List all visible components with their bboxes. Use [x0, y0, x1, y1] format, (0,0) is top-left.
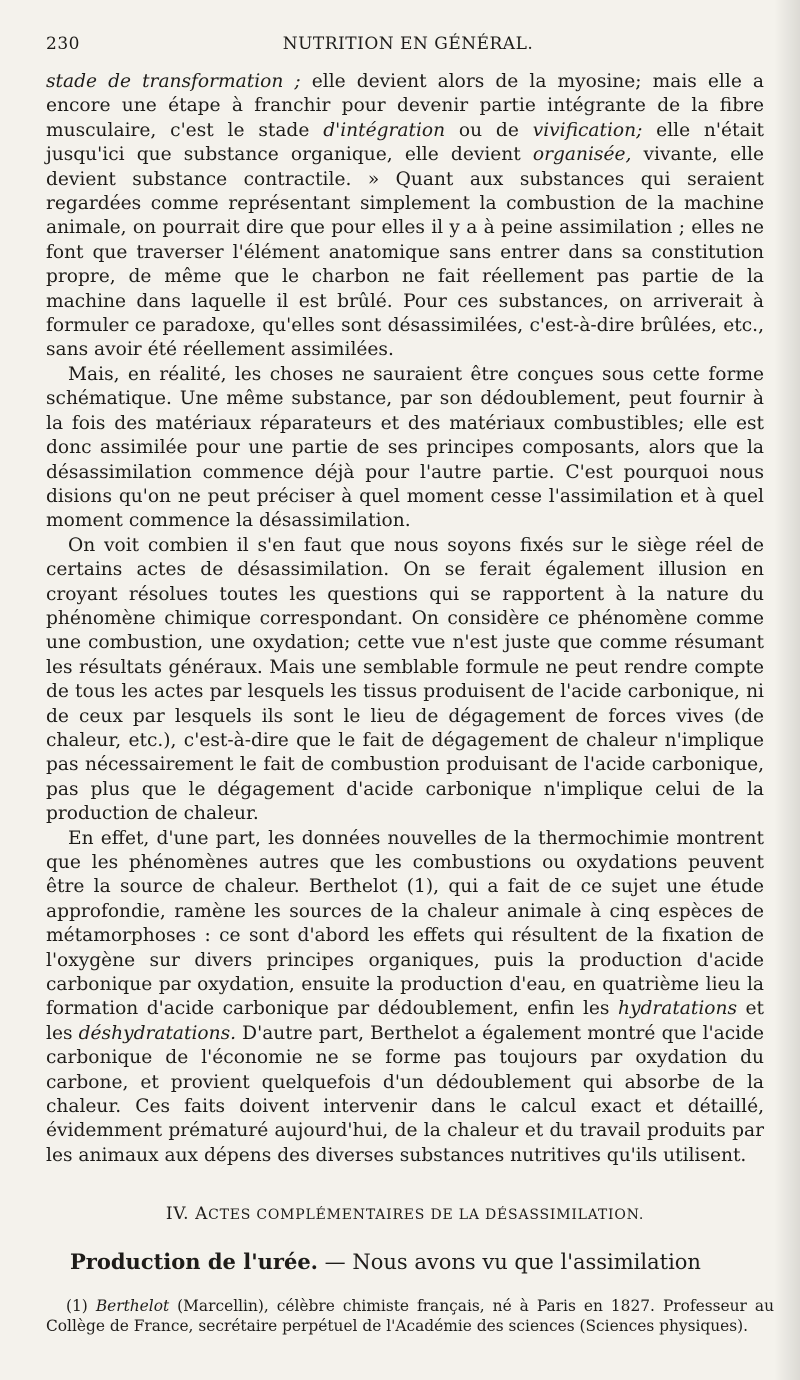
paragraph-text: On voit combien il s'en faut que nous soyons fixés sur le siège réel de certains actes de désassimilation. On se ferait également illusion en croyant résolues toutes les questions qui se rapportent à la nature du phénomène chimique correspondant. On considère ce phénomène comme une combustion, une oxydation; cette vue n'est juste que comme résumant les résultats généraux. Mais une semblable formule ne peut rendre compte de tous les actes par lesquels les tissus produisent de l'acide carbonique, ni de ceux par lesquels ils sont le lieu de dégagement de forces vives (de chaleur, etc.), c'est-à-dire que le fait de dégagement de chaleur n'implique pas nécessairement le fait de combustion produisant de l'acide carbonique, pas plus que le dégagement d'acide carbonique n'implique celui de la production de chaleur. [46, 534, 764, 825]
subsection-start [70, 1248, 770, 1276]
body-text [46, 70, 764, 1168]
paragraph-text: elle devient alors de la myosine; mais elle a encore une étape à franchir pour devenir partie intégrante de la fibre musculaire, c'est le stade [46, 71, 764, 141]
paragraph-text: et les [46, 998, 764, 1044]
subsection-text: — Nous avons vu que l'assimilation [318, 1250, 701, 1274]
italic-text: stade de transformation ; [46, 71, 301, 92]
paragraph [46, 70, 764, 363]
subsection-title: Production de l'urée. [70, 1249, 318, 1274]
footnote-marker: (1) [66, 1297, 88, 1315]
paragraph-text: Mais, en réalité, les choses ne sauraient être conçues sous cette forme schématique. Une même substance, par son dédoublement, peut fournir à la fois des matériaux réparateurs et des matériaux combustibles; elle est donc assimilée pour une partie de ses principes composants, alors que la désassimilation commence déjà pour l'autre partie. C'est pourquoi nous disions qu'on ne peut préciser à quel moment cesse l'assimilation et à quel moment commence la désassimilation. [46, 363, 764, 532]
page-edge-shadow [774, 0, 800, 1380]
italic-text: d'intégration [323, 119, 446, 141]
footnote-text [46, 1296, 774, 1336]
section-title-rest: CTES COMPLÉMENTAIRES DE LA DÉSASSIMILATION. [208, 1207, 645, 1223]
footnote-name: Berthelot [95, 1297, 170, 1315]
section-title-initial: A [195, 1204, 209, 1224]
page-number: 230 [46, 34, 80, 54]
section-number: IV. [165, 1204, 190, 1224]
paragraph-text: En effet, d'une part, les données nouvelles de la thermochimie montrent que les phénomènes autres que les combustions ou oxydations peuvent être la source de chaleur. Berthelot (1), qui a fait de ce sujet une étude approfondie, ramène les sources de la chaleur animale à cinq espèces de métamorphoses : ce sont d'abord les effets qui résultent de la fixation de l'oxygène sur divers principes organiques, puis la production d'acide carbonique par oxydation, ensuite la production d'eau, en quatrième lieu la formation d'acide carbonique par dédoublement, enfin les [46, 827, 764, 1020]
running-head: NUTRITION EN GÉNÉRAL. [282, 34, 534, 54]
paragraph-text: vivante, elle devient substance contractile. » Quant aux substances qui seraient regardées comme représentant simplement la combustion de la machine animale, on pourrait dire que pour elles il y a à peine assimilation ; elles ne font que traverser l'élément anatomique sans entrer dans sa constitution propre, de même que le charbon ne fait réellement pas partie de la machine dans laquelle il est brûlé. Pour ces substances, on arriverait à formuler ce paradoxe, qu'elles sont désassimilées, c'est-à-dire brûlées, etc., sans avoir été réellement assimilées. [46, 144, 765, 361]
paragraph [46, 363, 764, 534]
page-header [46, 34, 770, 60]
footnote-body: (Marcellin), célèbre chimiste français, né à Paris en 1827. Professeur au Collège de France, secrétaire perpétuel de l'Académie des sciences (Sciences physiques). [46, 1297, 774, 1335]
italic-text: organisée, [532, 144, 632, 166]
section-heading [46, 1204, 764, 1224]
footnote [46, 1296, 774, 1336]
paragraph [46, 827, 764, 1169]
paragraph [46, 534, 764, 827]
paragraph-text: ou de [445, 119, 533, 141]
italic-text: vivification; [532, 119, 643, 141]
italic-text: déshydratations. [78, 1022, 237, 1044]
italic-text: hydratations [617, 998, 738, 1020]
section-title [195, 1204, 644, 1224]
paragraph-text: D'autre part, Berthelot a également montré que l'acide carbonique de l'économie ne se forme pas toujours par oxydation du carbone, et provient quelquefois d'un dédoublement qui absorbe de la chaleur. Ces faits doivent intervenir dans le calcul exact et détaillé, évidemment prématuré aujourd'hui, de la chaleur et du travail produits par les animaux aux dépens des diverses substances nutritives qu'ils utilisent. [46, 1022, 764, 1166]
paragraph-text: elle n'était jusqu'ici que substance organique, elle devient [46, 119, 764, 166]
